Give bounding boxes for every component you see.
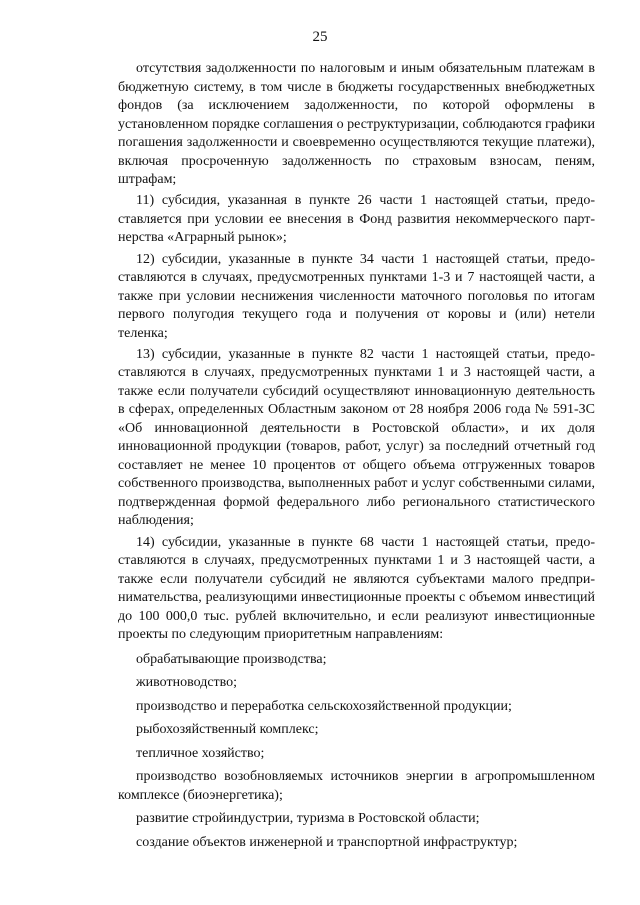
paragraph-item-13: 13) субсидии, указанные в пункте 82 части 1 настоящей статьи, предоставляются в случаях, предусмотренных пунктами 1 и 3 настоящей части, а также если получатели субсидий осуществляют инновационную деятельность в сферах, определенных Областным законом от 28 ноября 2006 года № 591-ЗС «Об инновационной деятельности в Ростовской области», и их доля инновационной продукции (товаров, работ, услуг) за последний отчетный год составляет не менее 10 процентов от общего объема отгруженных товаров собственного производства, выполненных работ и услуг собственными силами, подтвержденная формой федерального либо регионального статистического наблюдения; bbox=[118, 346, 595, 529]
paragraph-item-14: 14) субсидии, указанные в пункте 68 части 1 настоящей статьи, предоставляются в случаях, предусмотренных пунктами 1 и 3 настоящей части, а также если получатели субсидий не являются субъектами малого предпринимательства, реализующими инвестиционные проекты с объемом инвестиций до 100 000,0 тыс. рублей включительно, и если реализуют инвестиционные проекты по следующим приоритетным направлениям: bbox=[118, 534, 595, 643]
priority-direction-item: производство возобновляемых источников энергии в агропромышленном комплексе (биоэнергетика); bbox=[118, 769, 595, 803]
paragraph-item-11: 11) субсидия, указанная в пункте 26 части 1 настоящей статьи, предоставляется при условии ее внесения в Фонд развития некоммерческого партнерства «Аграрный рынок»; bbox=[118, 193, 595, 246]
paragraph-continuation: отсутствия задолженности по налоговым и иным обязательным платежам в бюджетную систему, в том числе в бюджеты государственных внебюджетных фондов (за исключением задолженности, по которой оформлены в установленном порядке соглашения о реструктуризации, соблюдаются графики погашения задолженности и своевременно осуществляются текущие платежи), включая просроченную задолженность по страховым взносам, пеням, штрафам; bbox=[118, 61, 595, 187]
priority-direction-item: тепличное хозяйство; bbox=[136, 745, 265, 761]
priority-direction-item: создание объектов инженерной и транспортной инфраструктур; bbox=[136, 834, 518, 850]
priority-direction-item: производство и переработка сельскохозяйственной продукции; bbox=[136, 698, 512, 714]
priority-direction-item: животноводство; bbox=[136, 675, 238, 691]
priority-direction-item: рыбохозяйственный комплекс; bbox=[136, 722, 319, 738]
page-number: 25 bbox=[312, 29, 328, 45]
paragraph-item-12: 12) субсидии, указанные в пункте 34 части 1 настоящей статьи, предоставляются в случаях, предусмотренных пунктами 1-3 и 7 настоящей части, а также при условии неснижения численности маточного поголовья по итогам первого полугодия текущего года и получения от коровы и (или) нетели теленка; bbox=[118, 251, 595, 341]
document-body bbox=[118, 60, 595, 857]
priority-direction-item: развитие стройиндустрии, туризма в Ростовской области; bbox=[136, 811, 480, 827]
priority-direction-item: обрабатывающие производства; bbox=[136, 651, 327, 667]
